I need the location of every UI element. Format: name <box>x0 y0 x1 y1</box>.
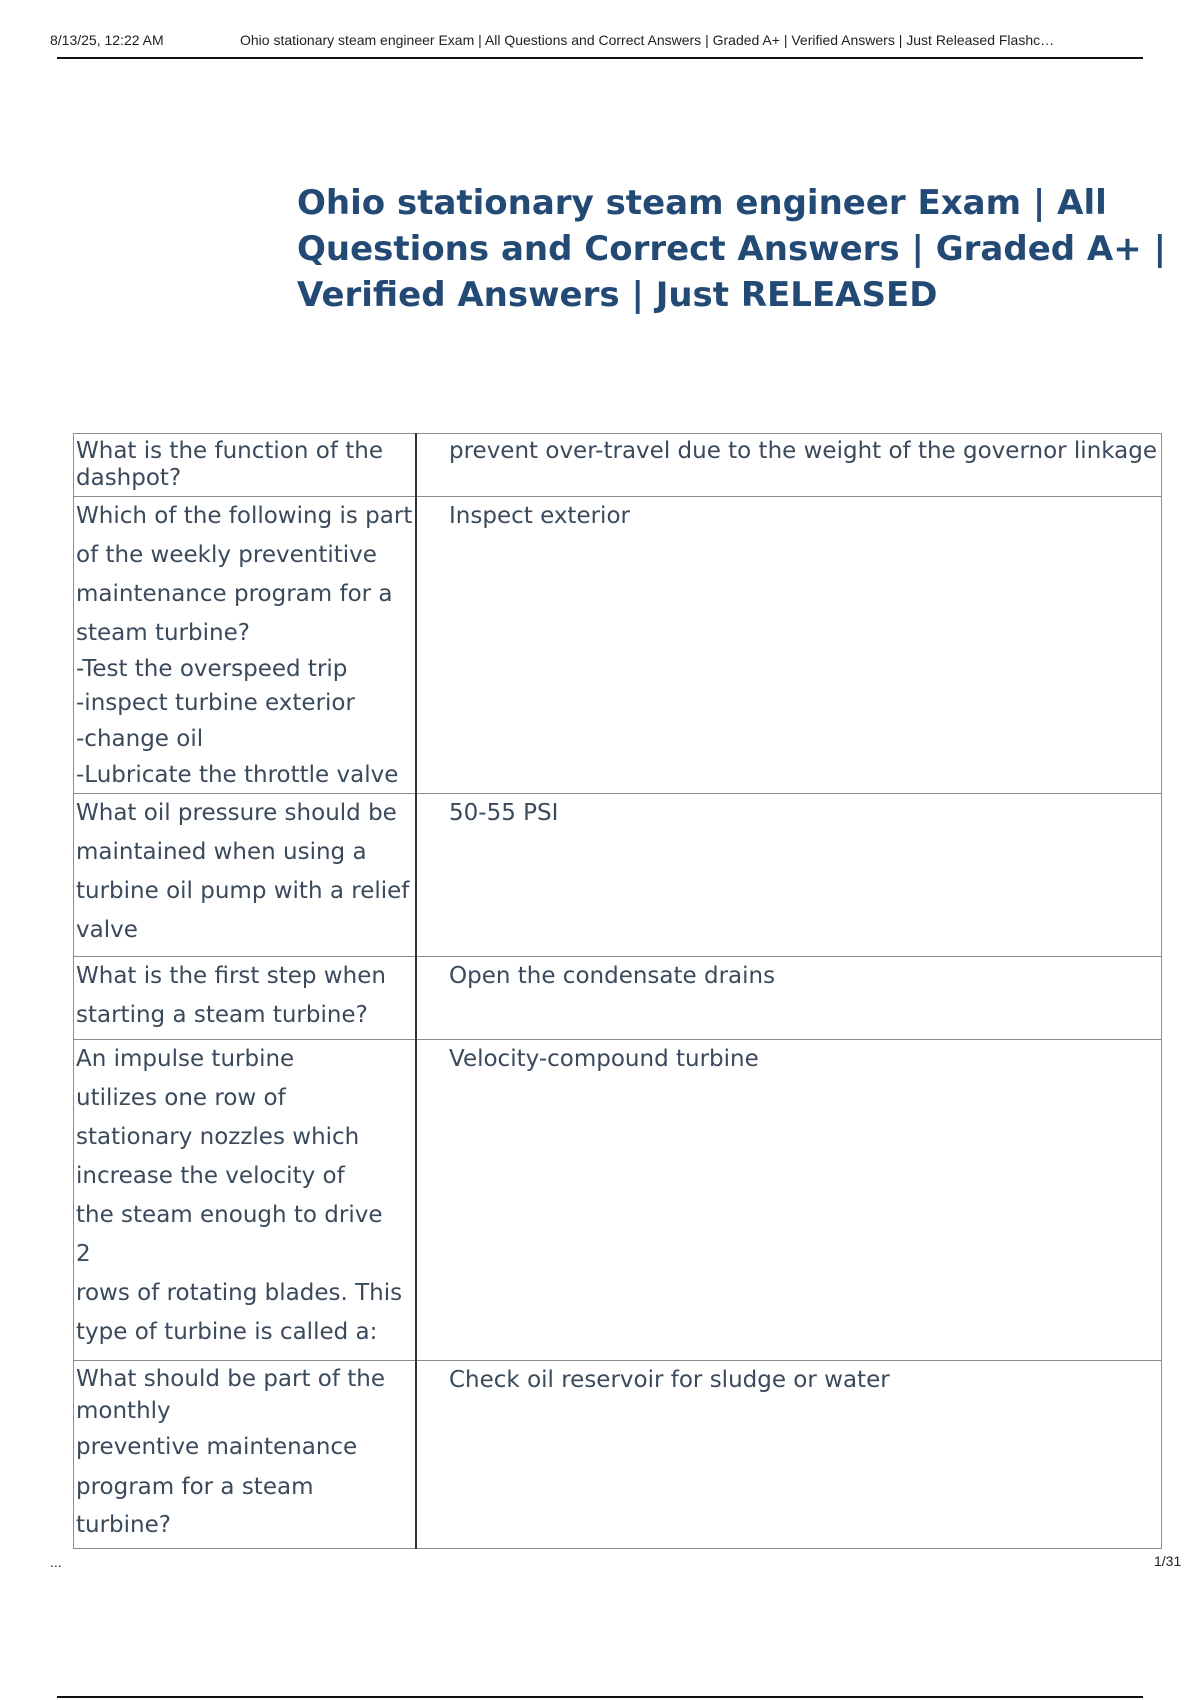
question-line: starting a steam turbine? <box>76 1002 368 1028</box>
table-row <box>74 1361 1162 1549</box>
table-row <box>74 794 1162 957</box>
question-cell <box>74 434 417 497</box>
question-line: valve <box>76 917 138 943</box>
answer-cell <box>416 957 1162 1040</box>
footer-rule <box>57 1696 1143 1698</box>
question-cell <box>74 1361 417 1549</box>
answer-cell <box>416 434 1162 497</box>
question-line: steam turbine? <box>76 620 250 646</box>
question-line: An impulse turbine <box>76 1046 295 1072</box>
question-line: What should be part of the <box>76 1366 386 1392</box>
question-line: preventive maintenance <box>76 1434 358 1460</box>
table-row <box>74 957 1162 1040</box>
document-title: Ohio stationary steam engineer Exam | All Questions and Correct Answers | Graded A+ | Verified Answers | Just RELEASED <box>297 183 1166 315</box>
answer-text: Velocity-compound turbine <box>449 1046 759 1072</box>
qa-table <box>73 433 1162 1549</box>
question-line: turbine? <box>76 1512 171 1538</box>
answer-option: -change oil <box>76 726 204 752</box>
question-line: maintained when using a <box>76 839 367 865</box>
print-page-title: Ohio stationary steam engineer Exam | All Questions and Correct Answers | Graded A+ | Verified Answers | Just Released Flashc… <box>240 32 1055 48</box>
answer-text: Inspect exterior <box>449 503 630 529</box>
question-line: dashpot? <box>76 465 182 491</box>
answer-text: 50-55 PSI <box>449 800 559 826</box>
question-line: What is the function of the <box>76 438 383 464</box>
question-line: the steam enough to drive <box>76 1202 383 1228</box>
question-line: What oil pressure should be <box>76 800 397 826</box>
answer-text: prevent over-travel due to the weight of the governor linkage <box>449 438 1158 464</box>
question-line: monthly <box>76 1398 171 1424</box>
question-line: maintenance program for a <box>76 581 393 607</box>
footer-ellipsis: ... <box>50 1554 62 1570</box>
header-rule <box>57 57 1143 59</box>
answer-option: -inspect turbine exterior <box>76 690 355 716</box>
question-line: Which of the following is part <box>76 503 413 529</box>
answer-option: -Lubricate the throttle valve <box>76 762 399 788</box>
question-cell <box>74 1040 417 1361</box>
question-cell <box>74 497 417 794</box>
print-timestamp: 8/13/25, 12:22 AM <box>50 32 164 48</box>
answer-cell <box>416 497 1162 794</box>
question-line: program for a steam <box>76 1474 314 1500</box>
question-cell <box>74 794 417 957</box>
page-number: 1/31 <box>1154 1553 1182 1569</box>
answer-text: Open the condensate drains <box>449 963 776 989</box>
question-line: turbine oil pump with a relief <box>76 878 410 904</box>
table-row <box>74 497 1162 794</box>
answer-cell <box>416 1361 1162 1549</box>
question-line: rows of rotating blades. This <box>76 1280 403 1306</box>
question-line: type of turbine is called a: <box>76 1319 378 1345</box>
table-row <box>74 1040 1162 1361</box>
question-line: increase the velocity of <box>76 1163 345 1189</box>
answer-text: Check oil reservoir for sludge or water <box>449 1367 890 1393</box>
answer-option: -Test the overspeed trip <box>76 656 348 682</box>
question-line: utilizes one row of <box>76 1085 286 1111</box>
question-line: 2 <box>76 1241 91 1267</box>
answer-cell <box>416 794 1162 957</box>
question-cell <box>74 957 417 1040</box>
question-line: of the weekly preventitive <box>76 542 377 568</box>
table-row <box>74 434 1162 497</box>
question-line: stationary nozzles which <box>76 1124 360 1150</box>
print-header <box>0 0 1200 70</box>
question-line: What is the first step when <box>76 963 386 989</box>
answer-cell <box>416 1040 1162 1361</box>
